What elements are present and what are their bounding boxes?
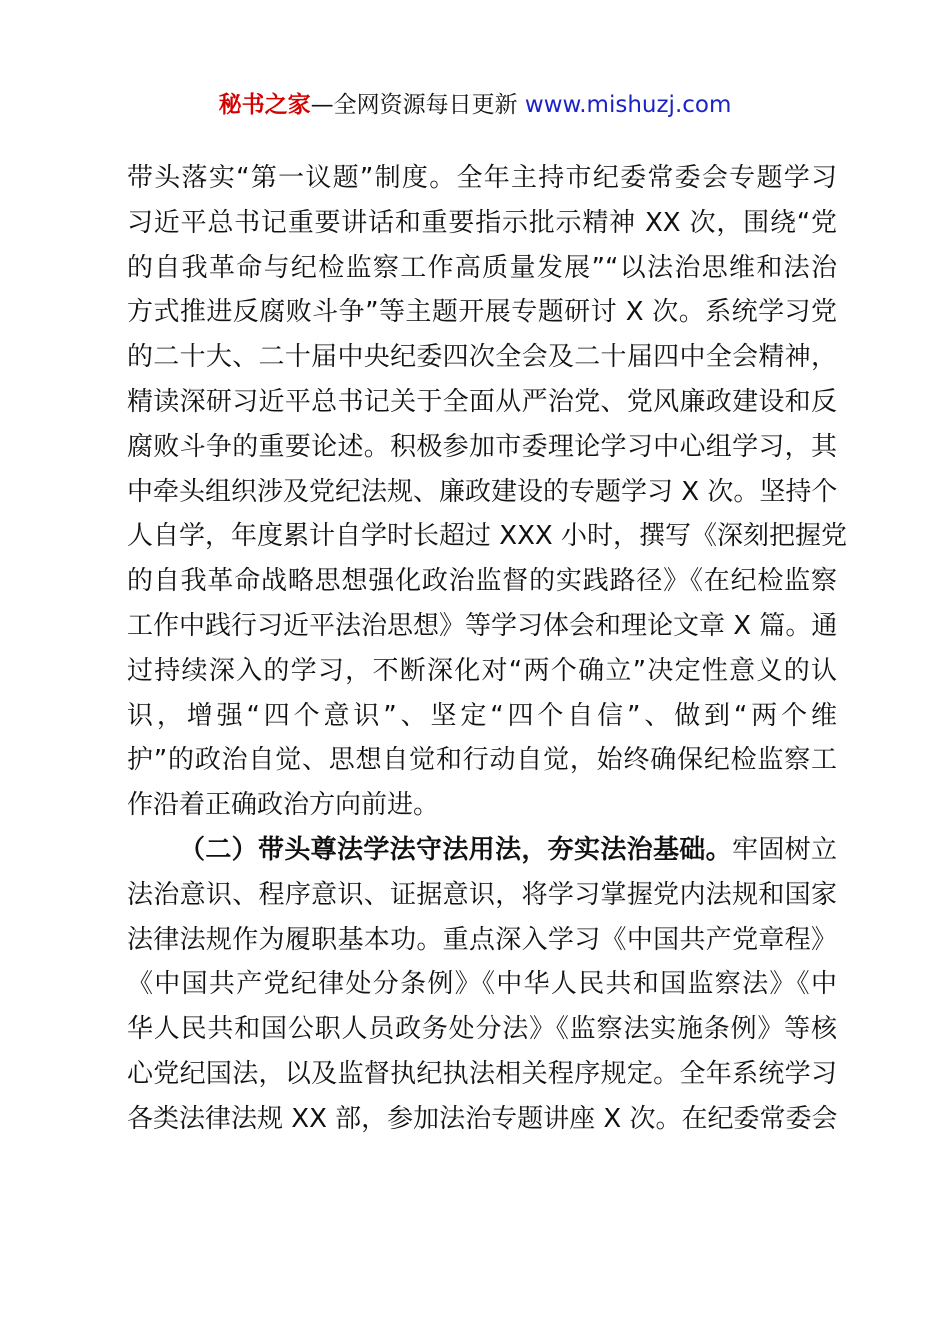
text-line: 人自学，年度累计自学时长超过 XXX 小时，撰写《深刻把握党 xyxy=(127,521,847,552)
paragraph-1 xyxy=(127,156,847,828)
heading-line-rest: 牢固树立 xyxy=(731,834,837,865)
text-line: 各类法律法规 XX 部，参加法治专题讲座 X 次。在纪委常委会 xyxy=(127,1103,838,1134)
document-body xyxy=(127,156,847,1142)
brand-name: 秘书之家 xyxy=(218,92,311,118)
site-url[interactable]: www.mishuzj.com xyxy=(524,92,732,118)
text-line: 作沿着正确政治方向前进。 xyxy=(127,790,440,821)
header-tagline: —全网资源每日更新 xyxy=(310,92,518,118)
page-header xyxy=(0,90,950,120)
text-line: 法律法规作为履职基本功。重点深入学习《中国共产党章程》 xyxy=(127,924,837,955)
section-heading-line xyxy=(127,828,837,873)
text-line: 的自我革命战略思想强化政治监督的实践路径》《在纪检监察 xyxy=(127,566,837,597)
section-heading: （二）带头尊法学法守法用法，夯实法治基础。 xyxy=(179,834,732,865)
text-line: 中牵头组织涉及党纪法规、廉政建设的专题学习 X 次。坚持个 xyxy=(127,476,838,507)
text-line: 心党纪国法，以及监督执纪执法相关程序规定。全年系统学习 xyxy=(127,1058,837,1089)
text-line: 护”的政治自觉、思想自觉和行动自觉，始终确保纪检监察工 xyxy=(127,745,837,776)
text-line: 习近平总书记重要讲话和重要指示批示精神 XX 次，围绕“党 xyxy=(127,207,837,238)
text-line: 精读深研习近平总书记关于全面从严治党、党风廉政建设和反 xyxy=(127,386,837,417)
text-line: 的自我革命与纪检监察工作高质量发展”“以法治思维和法治 xyxy=(127,252,837,283)
text-line: 带头落实“第一议题”制度。全年主持市纪委常委会专题学习 xyxy=(127,163,837,193)
text-line: 的二十大、二十届中央纪委四次全会及二十届四中全会精神， xyxy=(127,342,837,373)
text-line: 识，增强“四个意识”、坚定“四个自信”、做到“两个维 xyxy=(127,700,837,731)
paragraph-2 xyxy=(127,828,837,1142)
text-line: 腐败斗争的重要论述。积极参加市委理论学习中心组学习，其 xyxy=(127,431,837,462)
text-line: 华人民共和国公职人员政务处分法》《监察法实施条例》等核 xyxy=(127,1014,837,1045)
text-line: 工作中践行习近平法治思想》等学习体会和理论文章 X 篇。通 xyxy=(127,610,838,641)
text-line: 过持续深入的学习，不断深化对“两个确立”决定性意义的认 xyxy=(127,655,837,686)
text-line: 方式推进反腐败斗争”等主题开展专题研讨 X 次。系统学习党 xyxy=(127,297,837,328)
text-line: 法治意识、程序意识、证据意识，将学习掌握党内法规和国家 xyxy=(127,879,837,910)
text-line: 《中国共产党纪律处分条例》《中华人民共和国监察法》《中 xyxy=(127,969,837,1000)
